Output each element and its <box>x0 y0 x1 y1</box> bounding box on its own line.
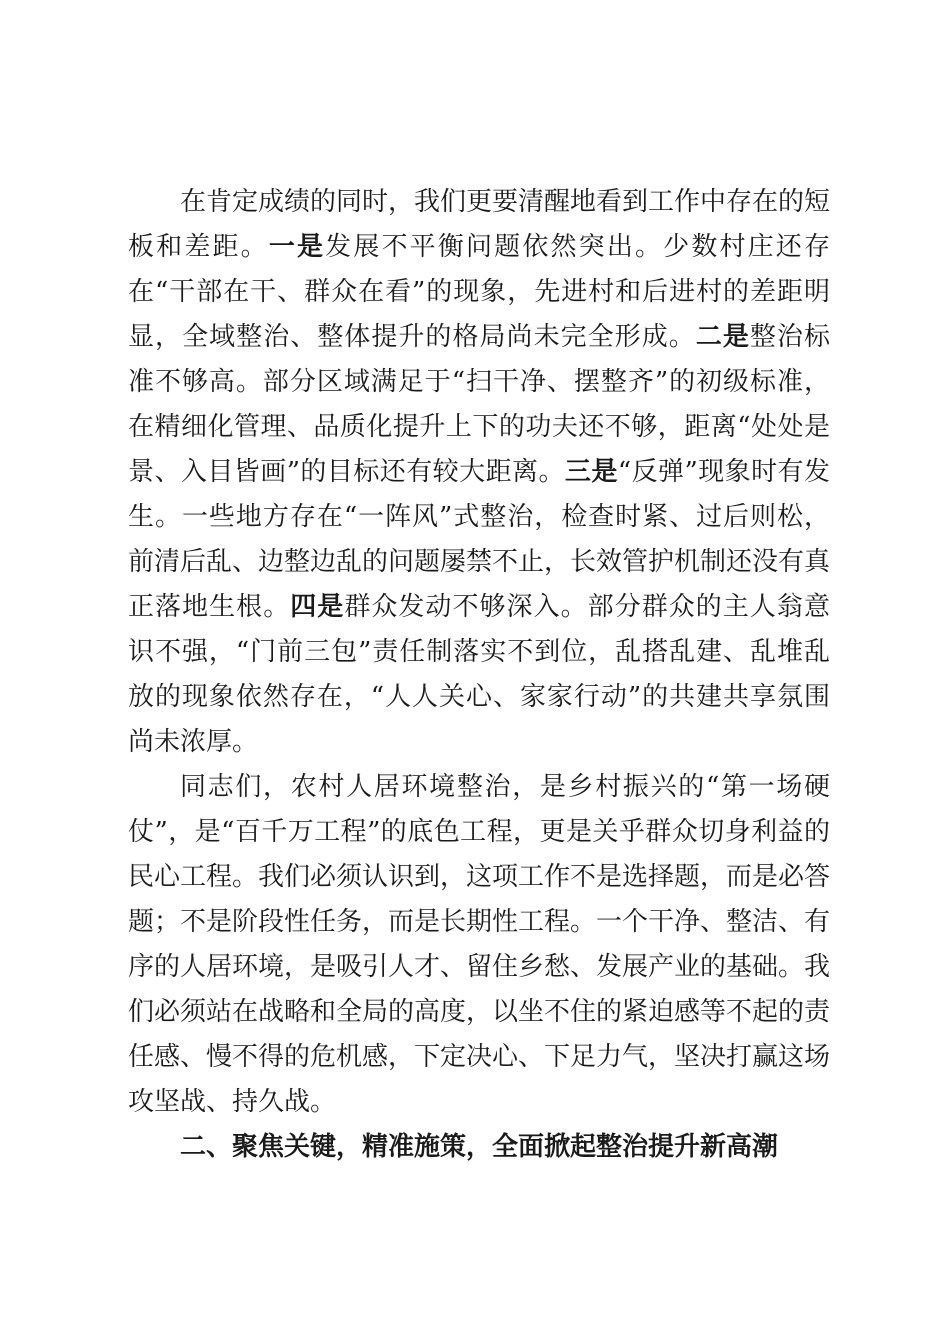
paragraph-comrades: 同志们，农村人居环境整治，是乡村振兴的“第一场硬仗”，是“百千万工程”的底色工程，更是关乎群众切身利益的民心工程。我们必须认识到，这项工作不是选择题，而是必答题；不是阶段性任务，而是长期性工程。一个干净、整洁、有序的人居环境，是吸引人才、留住乡愁、发展产业的基础。我们必须站在战略和全局的高度，以坐不住的紧迫感等不起的责任感、慢不得的危机感，下定决心、下足力气，坚决打赢这场攻坚战、持久战。 <box>128 772 831 1117</box>
paragraph-text: 整治标准不够高。部分区域满足于“扫干净、摆整齐”的初级标准，在精细化管理、品质化提升上下的功夫还不够，距离“处处是景、入目皆画”的目标还有较大距离。 <box>128 322 830 487</box>
keyword-first: 一是 <box>268 232 326 262</box>
paragraph-shortcomings <box>128 180 830 765</box>
paragraph-text: 发展不平衡问题依然突出。少数村庄还存在“干部在干、群众在看”的现象，先进村和后进村的差距明显，全域整治、整体提升的格局尚未完全形成。 <box>128 232 830 352</box>
body-text <box>128 180 830 1170</box>
paragraph-text: 在肯定成绩的同时，我们更要清醒地看到工作中存在的短板和差距。 <box>128 187 831 262</box>
keyword-third: 三是 <box>564 457 618 487</box>
keyword-fourth: 四是 <box>290 592 345 622</box>
paragraph-text: 群众发动不够深入。部分群众的主人翁意识不强，“门前三包”责任制落实不到位，乱搭乱建、乱堆乱放的现象依然存在，“人人关心、家家行动”的共建共享氛围尚未浓厚。 <box>128 592 830 757</box>
section-heading: 二、聚焦关键，精准施策，全面掀起整治提升新高潮 <box>180 1132 779 1162</box>
keyword-second: 二是 <box>695 322 750 352</box>
paragraph-text: “反弹”现象时有发生。一些地方存在“一阵风”式整治，检查时紧、过后则松，前清后乱、边整边乱的问题屡禁不止，长效管护机制还没有真正落地生根。 <box>128 457 831 622</box>
